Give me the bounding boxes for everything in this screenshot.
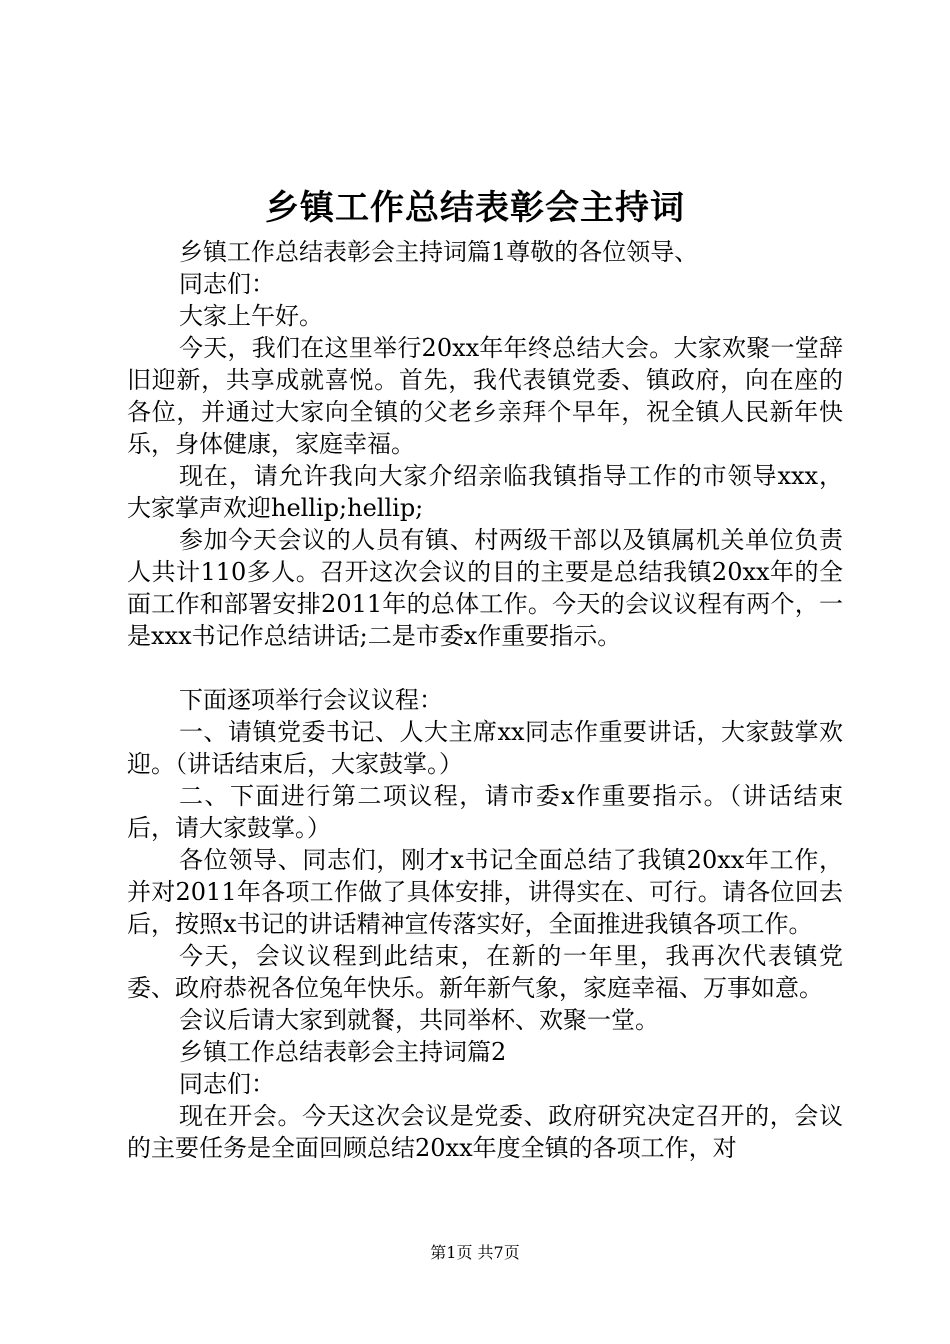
paragraph: 现在，请允许我向大家介绍亲临我镇指导工作的市领导xxx，大家掌声欢迎hellip;hellip;	[127, 462, 843, 522]
paragraph: 一、请镇党委书记、人大主席xx同志作重要讲话，大家鼓掌欢迎。（讲话结束后，大家鼓掌。）	[127, 718, 843, 778]
document-title: 乡镇工作总结表彰会主持词	[265, 188, 685, 228]
page-number-footer: 第1页 共7页	[430, 1243, 520, 1262]
paragraph: 今天，会议议程到此结束，在新的一年里，我再次代表镇党委、政府恭祝各位兔年快乐。新年新气象，家庭幸福、万事如意。	[127, 942, 843, 1002]
paragraph: 现在开会。今天这次会议是党委、政府研究决定召开的，会议的主要任务是全面回顾总结20xx年度全镇的各项工作，对	[127, 1102, 843, 1162]
paragraph: 乡镇工作总结表彰会主持词篇2	[179, 1038, 507, 1066]
paragraph: 大家上午好。	[179, 302, 323, 330]
paragraph: 乡镇工作总结表彰会主持词篇1尊敬的各位领导、	[179, 238, 699, 266]
document-body	[127, 236, 843, 1164]
paragraph: 同志们：	[179, 1070, 275, 1098]
paragraph: 同志们：	[179, 270, 275, 298]
paragraph: 参加今天会议的人员有镇、村两级干部以及镇属机关单位负责人共计110多人。召开这次会议的目的主要是总结我镇20xx年的全面工作和部署安排2011年的总体工作。今天的会议议程有两个，一是xxx书记作总结讲话;二是市委x作重要指示。	[127, 526, 843, 650]
paragraph: 今天，我们在这里举行20xx年年终总结大会。大家欢聚一堂辞旧迎新，共享成就喜悦。首先，我代表镇党委、镇政府，向在座的各位，并通过大家向全镇的父老乡亲拜个早年，祝全镇人民新年快乐，身体健康，家庭幸福。	[127, 334, 843, 458]
paragraph: 会议后请大家到就餐，共同举杯、欢聚一堂。	[179, 1006, 659, 1034]
paragraph: 下面逐项举行会议议程：	[179, 686, 443, 714]
paragraph: 二、下面进行第二项议程，请市委x作重要指示。（讲话结束后，请大家鼓掌。）	[127, 782, 843, 842]
paragraph: 各位领导、同志们，刚才x书记全面总结了我镇20xx年工作，并对2011年各项工作做了具体安排，讲得实在、可行。请各位回去后，按照x书记的讲话精神宣传落实好，全面推进我镇各项工作。	[127, 846, 843, 938]
